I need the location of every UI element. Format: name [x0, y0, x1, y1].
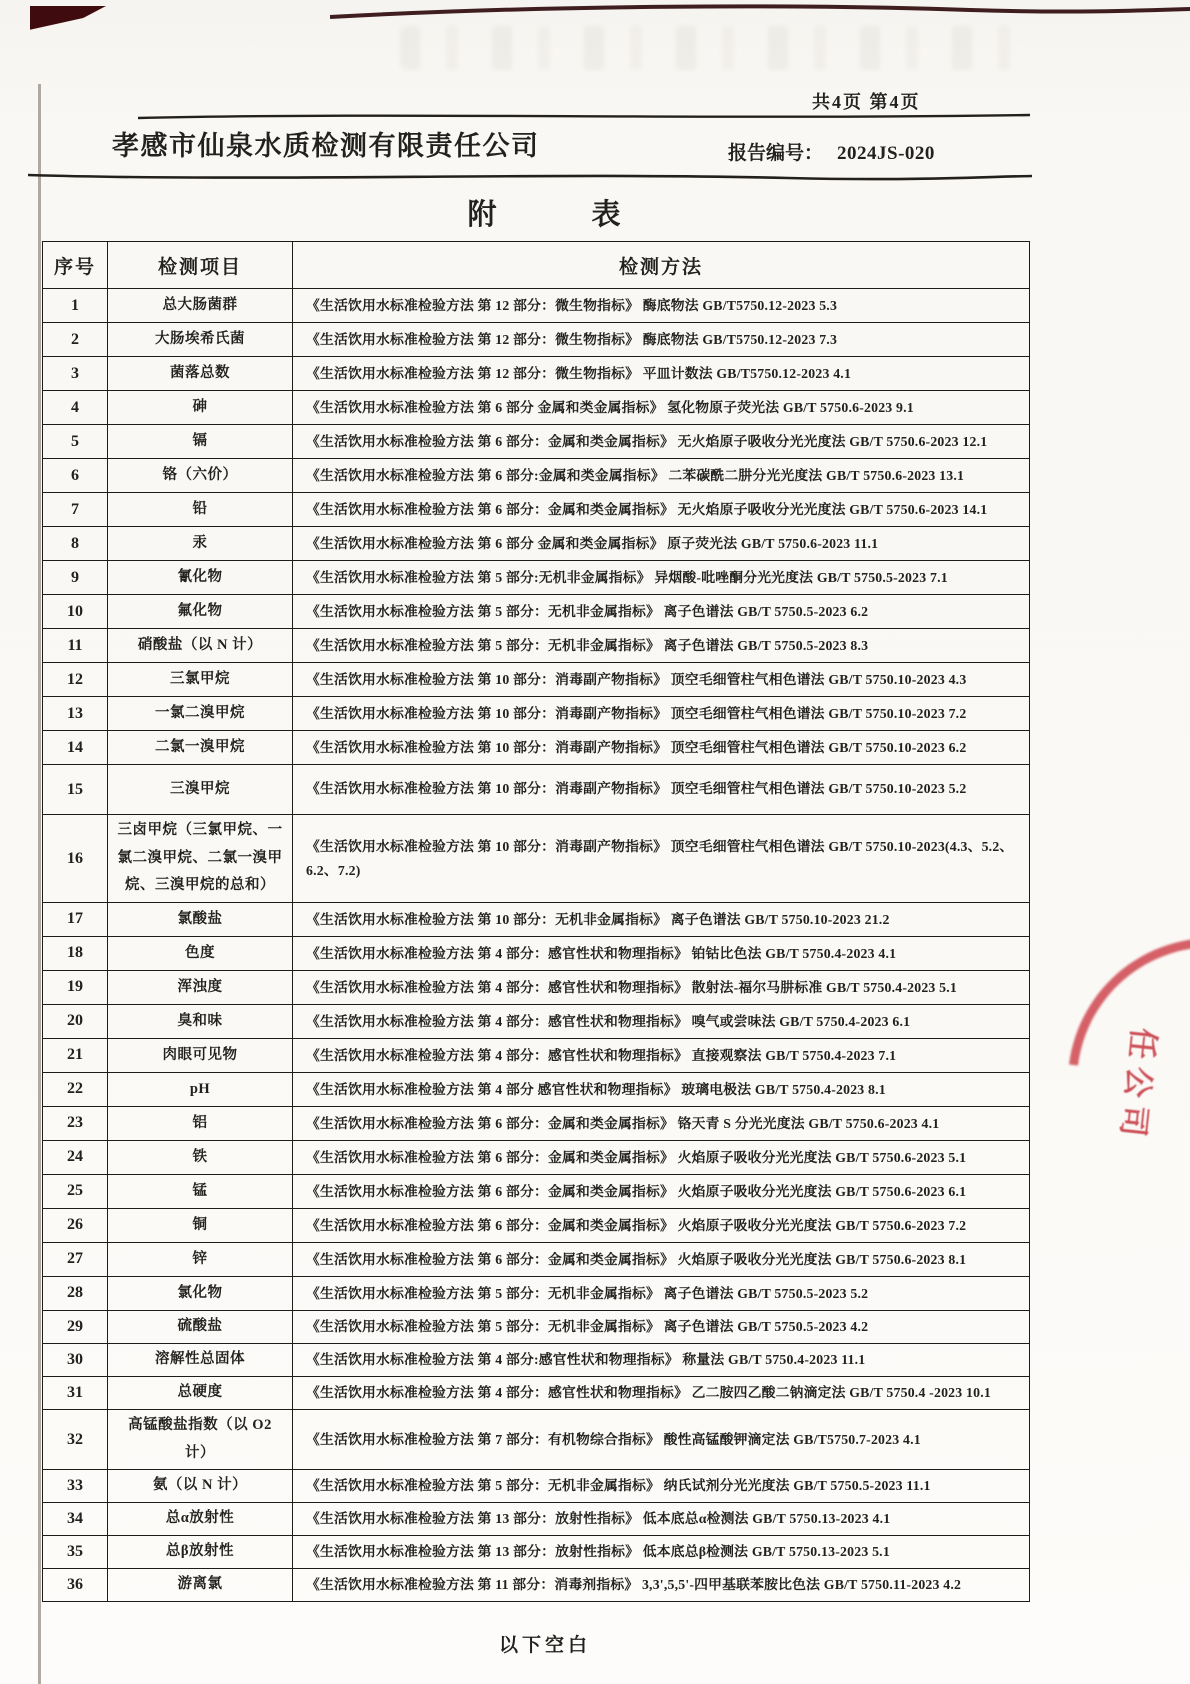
- row-number: 21: [43, 1038, 108, 1072]
- row-number: 4: [43, 391, 108, 425]
- table-row: [43, 1409, 1030, 1469]
- page-count: 共4页 第4页: [812, 92, 921, 112]
- row-number: 15: [43, 765, 108, 815]
- test-method: 《生活饮用水标准检验方法 第 6 部分：金属和类金属指标》 火焰原子吸收分光光度法 GB/T 5750.6-2023 5.1: [293, 1140, 1030, 1174]
- row-number: 3: [43, 357, 108, 391]
- methods-table-header: [43, 242, 1030, 289]
- test-method: 《生活饮用水标准检验方法 第 5 部分：无机非金属指标》 离子色谱法 GB/T 5750.5-2023 6.2: [293, 595, 1030, 629]
- footer-note: 以下空白: [498, 1635, 591, 1656]
- test-method: 《生活饮用水标准检验方法 第 6 部分 金属和类金属指标》 原子荧光法 GB/T 5750.6-2023 11.1: [293, 527, 1030, 561]
- table-row: [43, 595, 1030, 629]
- table-row: [43, 1470, 1030, 1503]
- row-number: 14: [43, 731, 108, 765]
- table-row: [43, 1536, 1030, 1569]
- table-row: [43, 493, 1030, 527]
- row-number: 24: [43, 1140, 108, 1174]
- test-method: 《生活饮用水标准检验方法 第 10 部分：消毒副产物指标》 顶空毛细管柱气相色谱法 GB/T 5750.10-2023(4.3、5.2、6.2、7.2): [293, 815, 1030, 903]
- test-item: 总硬度: [108, 1376, 293, 1409]
- table-row: [43, 815, 1030, 903]
- table-row: [43, 629, 1030, 663]
- report-number-line: [728, 138, 935, 165]
- row-number: 26: [43, 1208, 108, 1242]
- test-item: 浑浊度: [108, 970, 293, 1004]
- test-method: 《生活饮用水标准检验方法 第 11 部分：消毒剂指标》 3,3',5,5'-四甲基联苯胺比色法 GB/T 5750.11-2023 4.2: [293, 1569, 1030, 1602]
- table-row: [43, 1276, 1030, 1310]
- table-row: [43, 1140, 1030, 1174]
- row-number: 28: [43, 1276, 108, 1310]
- table-row: [43, 663, 1030, 697]
- test-method: 《生活饮用水标准检验方法 第 12 部分：微生物指标》 平皿计数法 GB/T5750.12-2023 4.1: [293, 357, 1030, 391]
- test-method: 《生活饮用水标准检验方法 第 5 部分：无机非金属指标》 离子色谱法 GB/T 5750.5-2023 5.2: [293, 1276, 1030, 1310]
- col-header-item: 检测项目: [108, 242, 293, 289]
- test-item: 镉: [108, 425, 293, 459]
- row-number: 2: [43, 323, 108, 357]
- seal-text: 任公司: [1113, 1026, 1162, 1147]
- table-row: [43, 357, 1030, 391]
- report-number-value: 2024JS-020: [837, 143, 935, 164]
- scan-top-edge-line: [330, 2, 1190, 24]
- table-row: [43, 1038, 1030, 1072]
- table-row: [43, 1376, 1030, 1409]
- table-row: [43, 561, 1030, 595]
- test-method: 《生活饮用水标准检验方法 第 10 部分：消毒副产物指标》 顶空毛细管柱气相色谱法 GB/T 5750.10-2023 7.2: [293, 697, 1030, 731]
- table-row: [43, 765, 1030, 815]
- test-item: pH: [108, 1072, 293, 1106]
- table-row: [43, 1503, 1030, 1536]
- row-number: 9: [43, 561, 108, 595]
- row-number: 35: [43, 1536, 108, 1569]
- row-number: 6: [43, 459, 108, 493]
- table-row: [43, 731, 1030, 765]
- test-method: 《生活饮用水标准检验方法 第 7 部分：有机物综合指标》 酸性高锰酸钾滴定法 GB/T5750.7-2023 4.1: [293, 1409, 1030, 1469]
- test-method: 《生活饮用水标准检验方法 第 4 部分：感官性状和物理指标》 直接观察法 GB/T 5750.4-2023 7.1: [293, 1038, 1030, 1072]
- test-method: 《生活饮用水标准检验方法 第 5 部分：无机非金属指标》 离子色谱法 GB/T 5750.5-2023 4.2: [293, 1310, 1030, 1343]
- row-number: 31: [43, 1376, 108, 1409]
- test-item: 臭和味: [108, 1004, 293, 1038]
- official-seal-stamp: [1040, 920, 1190, 1170]
- row-number: 5: [43, 425, 108, 459]
- test-item: 三氯甲烷: [108, 663, 293, 697]
- test-item: 铁: [108, 1140, 293, 1174]
- test-item: 菌落总数: [108, 357, 293, 391]
- row-number: 34: [43, 1503, 108, 1536]
- table-row: [43, 1174, 1030, 1208]
- test-method: 《生活饮用水标准检验方法 第 10 部分：无机非金属指标》 离子色谱法 GB/T 5750.10-2023 21.2: [293, 902, 1030, 936]
- row-number: 17: [43, 902, 108, 936]
- bleed-through-artifact: [400, 26, 1040, 70]
- test-item: 硝酸盐（以 N 计）: [108, 629, 293, 663]
- table-row: [43, 391, 1030, 425]
- table-row: [43, 1004, 1030, 1038]
- test-method: 《生活饮用水标准检验方法 第 4 部分：感官性状和物理指标》 散射法-福尔马肼标准 GB/T 5750.4-2023 5.1: [293, 970, 1030, 1004]
- table-row: [43, 289, 1030, 323]
- test-item: 总α放射性: [108, 1503, 293, 1536]
- table-row: [43, 936, 1030, 970]
- test-item: 溶解性总固体: [108, 1343, 293, 1376]
- test-item: 铅: [108, 493, 293, 527]
- row-number: 20: [43, 1004, 108, 1038]
- test-method: 《生活饮用水标准检验方法 第 4 部分：感官性状和物理指标》 乙二胺四乙酸二钠滴定法 GB/T 5750.4 -2023 10.1: [293, 1376, 1030, 1409]
- test-method: 《生活饮用水标准检验方法 第 4 部分:感官性状和物理指标》 称量法 GB/T 5750.4-2023 11.1: [293, 1343, 1030, 1376]
- row-number: 12: [43, 663, 108, 697]
- test-item: 二氯一溴甲烷: [108, 731, 293, 765]
- test-item: 锰: [108, 1174, 293, 1208]
- test-item: 三溴甲烷: [108, 765, 293, 815]
- col-header-method: 检测方法: [293, 242, 1030, 289]
- test-method: 《生活饮用水标准检验方法 第 5 部分:无机非金属指标》 异烟酸-吡唑酮分光光度法 GB/T 5750.5-2023 7.1: [293, 561, 1030, 595]
- test-item: 游离氯: [108, 1569, 293, 1602]
- table-row: [43, 1242, 1030, 1276]
- table-row: [43, 1343, 1030, 1376]
- table-row: [43, 425, 1030, 459]
- test-method: 《生活饮用水标准检验方法 第 6 部分 金属和类金属指标》 氢化物原子荧光法 GB/T 5750.6-2023 9.1: [293, 391, 1030, 425]
- row-number: 23: [43, 1106, 108, 1140]
- test-method: 《生活饮用水标准检验方法 第 6 部分:金属和类金属指标》 二苯碳酰二肼分光光度法 GB/T 5750.6-2023 13.1: [293, 459, 1030, 493]
- test-method: 《生活饮用水标准检验方法 第 6 部分：金属和类金属指标》 火焰原子吸收分光光度法 GB/T 5750.6-2023 7.2: [293, 1208, 1030, 1242]
- table-row: [43, 459, 1030, 493]
- row-number: 19: [43, 970, 108, 1004]
- row-number: 7: [43, 493, 108, 527]
- test-item: 氯化物: [108, 1276, 293, 1310]
- row-number: 27: [43, 1242, 108, 1276]
- row-number: 8: [43, 527, 108, 561]
- test-item: 氰化物: [108, 561, 293, 595]
- methods-table: [42, 241, 1030, 1602]
- table-row: [43, 1310, 1030, 1343]
- test-item: 高锰酸盐指数（以 O2 计）: [108, 1409, 293, 1469]
- test-item: 铝: [108, 1106, 293, 1140]
- table-row: [43, 1208, 1030, 1242]
- table-row: [43, 1072, 1030, 1106]
- test-item: 色度: [108, 936, 293, 970]
- row-number: 32: [43, 1409, 108, 1469]
- table-row: [43, 697, 1030, 731]
- row-number: 29: [43, 1310, 108, 1343]
- test-method: 《生活饮用水标准检验方法 第 6 部分：金属和类金属指标》 火焰原子吸收分光光度法 GB/T 5750.6-2023 6.1: [293, 1174, 1030, 1208]
- company-name: 孝感市仙泉水质检测有限责任公司: [112, 131, 540, 161]
- test-method: 《生活饮用水标准检验方法 第 12 部分：微生物指标》 酶底物法 GB/T5750.12-2023 5.3: [293, 289, 1030, 323]
- row-number: 18: [43, 936, 108, 970]
- test-item: 汞: [108, 527, 293, 561]
- row-number: 10: [43, 595, 108, 629]
- test-method: 《生活饮用水标准检验方法 第 13 部分：放射性指标》 低本底总α检测法 GB/T 5750.13-2023 4.1: [293, 1503, 1030, 1536]
- row-number: 33: [43, 1470, 108, 1503]
- test-method: 《生活饮用水标准检验方法 第 6 部分：金属和类金属指标》 铬天青 S 分光光度法 GB/T 5750.6-2023 4.1: [293, 1106, 1030, 1140]
- scan-corner-blot: [30, 6, 106, 31]
- test-method: 《生活饮用水标准检验方法 第 13 部分：放射性指标》 低本底总β检测法 GB/T 5750.13-2023 5.1: [293, 1536, 1030, 1569]
- test-method: 《生活饮用水标准检验方法 第 6 部分：金属和类金属指标》 火焰原子吸收分光光度法 GB/T 5750.6-2023 8.1: [293, 1242, 1030, 1276]
- methods-table-body: [43, 289, 1030, 1602]
- test-item: 铬（六价）: [108, 459, 293, 493]
- header-rule-bottom: [28, 170, 1032, 184]
- row-number: 11: [43, 629, 108, 663]
- test-item: 锌: [108, 1242, 293, 1276]
- test-method: 《生活饮用水标准检验方法 第 6 部分：金属和类金属指标》 无火焰原子吸收分光光度法 GB/T 5750.6-2023 12.1: [293, 425, 1030, 459]
- test-item: 一氯二溴甲烷: [108, 697, 293, 731]
- test-method: 《生活饮用水标准检验方法 第 6 部分：金属和类金属指标》 无火焰原子吸收分光光度法 GB/T 5750.6-2023 14.1: [293, 493, 1030, 527]
- header-rule-top: [138, 110, 1030, 122]
- test-item: 肉眼可见物: [108, 1038, 293, 1072]
- table-row: [43, 527, 1030, 561]
- test-method: 《生活饮用水标准检验方法 第 4 部分：感官性状和物理指标》 铂钴比色法 GB/T 5750.4-2023 4.1: [293, 936, 1030, 970]
- test-item: 总β放射性: [108, 1536, 293, 1569]
- row-number: 30: [43, 1343, 108, 1376]
- test-method: 《生活饮用水标准检验方法 第 4 部分 感官性状和物理指标》 玻璃电极法 GB/T 5750.4-2023 8.1: [293, 1072, 1030, 1106]
- test-item: 硫酸盐: [108, 1310, 293, 1343]
- test-method: 《生活饮用水标准检验方法 第 10 部分：消毒副产物指标》 顶空毛细管柱气相色谱法 GB/T 5750.10-2023 5.2: [293, 765, 1030, 815]
- test-item: 铜: [108, 1208, 293, 1242]
- row-number: 16: [43, 815, 108, 903]
- row-number: 25: [43, 1174, 108, 1208]
- test-item: 总大肠菌群: [108, 289, 293, 323]
- row-number: 36: [43, 1569, 108, 1602]
- test-method: 《生活饮用水标准检验方法 第 12 部分：微生物指标》 酶底物法 GB/T5750.12-2023 7.3: [293, 323, 1030, 357]
- table-row: [43, 1569, 1030, 1602]
- test-item: 大肠埃希氏菌: [108, 323, 293, 357]
- table-row: [43, 323, 1030, 357]
- test-method: 《生活饮用水标准检验方法 第 10 部分：消毒副产物指标》 顶空毛细管柱气相色谱法 GB/T 5750.10-2023 6.2: [293, 731, 1030, 765]
- col-header-seq: 序号: [43, 242, 108, 289]
- test-method: 《生活饮用水标准检验方法 第 5 部分：无机非金属指标》 纳氏试剂分光光度法 GB/T 5750.5-2023 11.1: [293, 1470, 1030, 1503]
- test-method: 《生活饮用水标准检验方法 第 4 部分：感官性状和物理指标》 嗅气或尝味法 GB/T 5750.4-2023 6.1: [293, 1004, 1030, 1038]
- row-number: 13: [43, 697, 108, 731]
- scan-left-edge-line: [38, 84, 41, 1684]
- table-row: [43, 970, 1030, 1004]
- test-item: 氟化物: [108, 595, 293, 629]
- test-item: 三卤甲烷（三氯甲烷、一氯二溴甲烷、二氯一溴甲烷、三溴甲烷的总和）: [108, 815, 293, 903]
- table-row: [43, 1106, 1030, 1140]
- appendix-title: 附 表: [467, 199, 623, 231]
- table-row: [43, 902, 1030, 936]
- test-item: 氯酸盐: [108, 902, 293, 936]
- test-method: 《生活饮用水标准检验方法 第 10 部分：消毒副产物指标》 顶空毛细管柱气相色谱法 GB/T 5750.10-2023 4.3: [293, 663, 1030, 697]
- row-number: 1: [43, 289, 108, 323]
- report-number-label: 报告编号：: [728, 143, 824, 164]
- test-item: 氨（以 N 计）: [108, 1470, 293, 1503]
- test-item: 砷: [108, 391, 293, 425]
- test-method: 《生活饮用水标准检验方法 第 5 部分：无机非金属指标》 离子色谱法 GB/T 5750.5-2023 8.3: [293, 629, 1030, 663]
- row-number: 22: [43, 1072, 108, 1106]
